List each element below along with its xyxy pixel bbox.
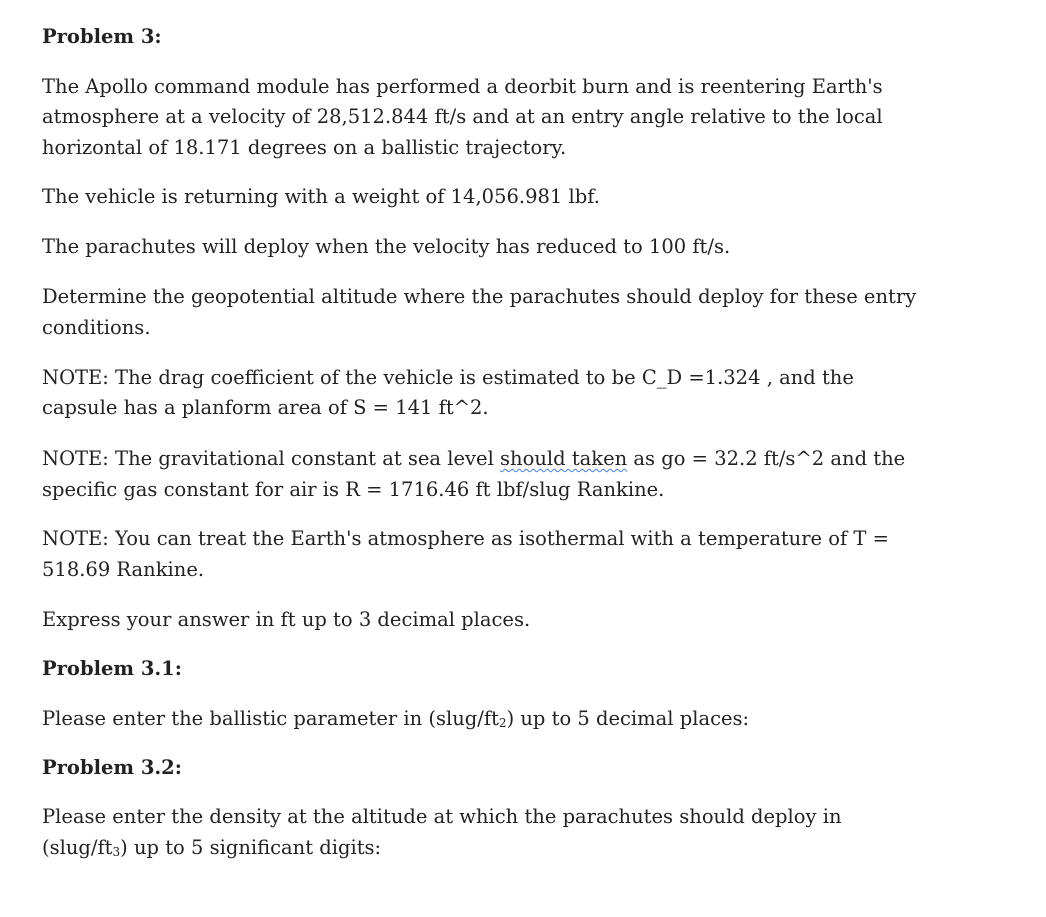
note-text: as go = 32.2 ft/s^2 and the — [627, 447, 906, 470]
subproblem-prompt-line — [42, 833, 381, 867]
parachute-text: The parachutes will deploy when the velocity has reduced to 100 ft/s. — [42, 235, 731, 258]
note-temp-line: NOTE: You can treat the Earth's atmosphere as isothermal with a temperature of T = — [42, 527, 889, 550]
prompt-text: Please enter the ballistic parameter in (slug/ft — [42, 707, 499, 730]
note-temp-line: 518.69 Rankine. — [42, 558, 205, 581]
express-text: Express your answer in ft up to 3 decimal places. — [42, 608, 531, 631]
task-text-line: Determine the geopotential altitude where the parachutes should deploy for these entry — [42, 285, 917, 308]
subproblem-prompt — [42, 704, 749, 738]
task-text-line: conditions. — [42, 316, 151, 339]
subscript: 3 — [112, 845, 121, 859]
spellcheck-flagged-text[interactable]: should taken — [500, 447, 628, 470]
subscript: 2 — [498, 716, 507, 730]
problem-text-line: atmosphere at a velocity of 28,512.844 ft/s and at an entry angle relative to the local — [42, 105, 883, 128]
prompt-text: ) up to 5 decimal places: — [506, 707, 750, 730]
subproblem-prompt-line: Please enter the density at the altitude at which the parachutes should deploy in — [42, 805, 842, 828]
subproblem-title: Problem 3.2: — [42, 756, 182, 779]
problem-text-line: The Apollo command module has performed a deorbit burn and is reentering Earth's — [42, 75, 883, 98]
prompt-text: ) up to 5 significant digits: — [120, 836, 382, 859]
subproblem-title: Problem 3.1: — [42, 657, 182, 680]
note-text: NOTE: The gravitational constant at sea level — [42, 447, 501, 470]
note-drag-line: NOTE: The drag coefficient of the vehicle is estimated to be C_D =1.324 , and the — [42, 366, 854, 389]
problem-title: Problem 3: — [42, 25, 162, 48]
problem-text-line: horizontal of 18.171 degrees on a ballistic trajectory. — [42, 136, 567, 159]
weight-text: The vehicle is returning with a weight of 14,056.981 lbf. — [42, 185, 600, 208]
note-gas-line: specific gas constant for air is R = 1716.46 ft lbf/slug Rankine. — [42, 478, 665, 501]
prompt-text: (slug/ft — [42, 836, 113, 859]
note-drag-line: capsule has a planform area of S = 141 ft^2. — [42, 396, 489, 419]
note-gravity-line — [42, 444, 905, 474]
